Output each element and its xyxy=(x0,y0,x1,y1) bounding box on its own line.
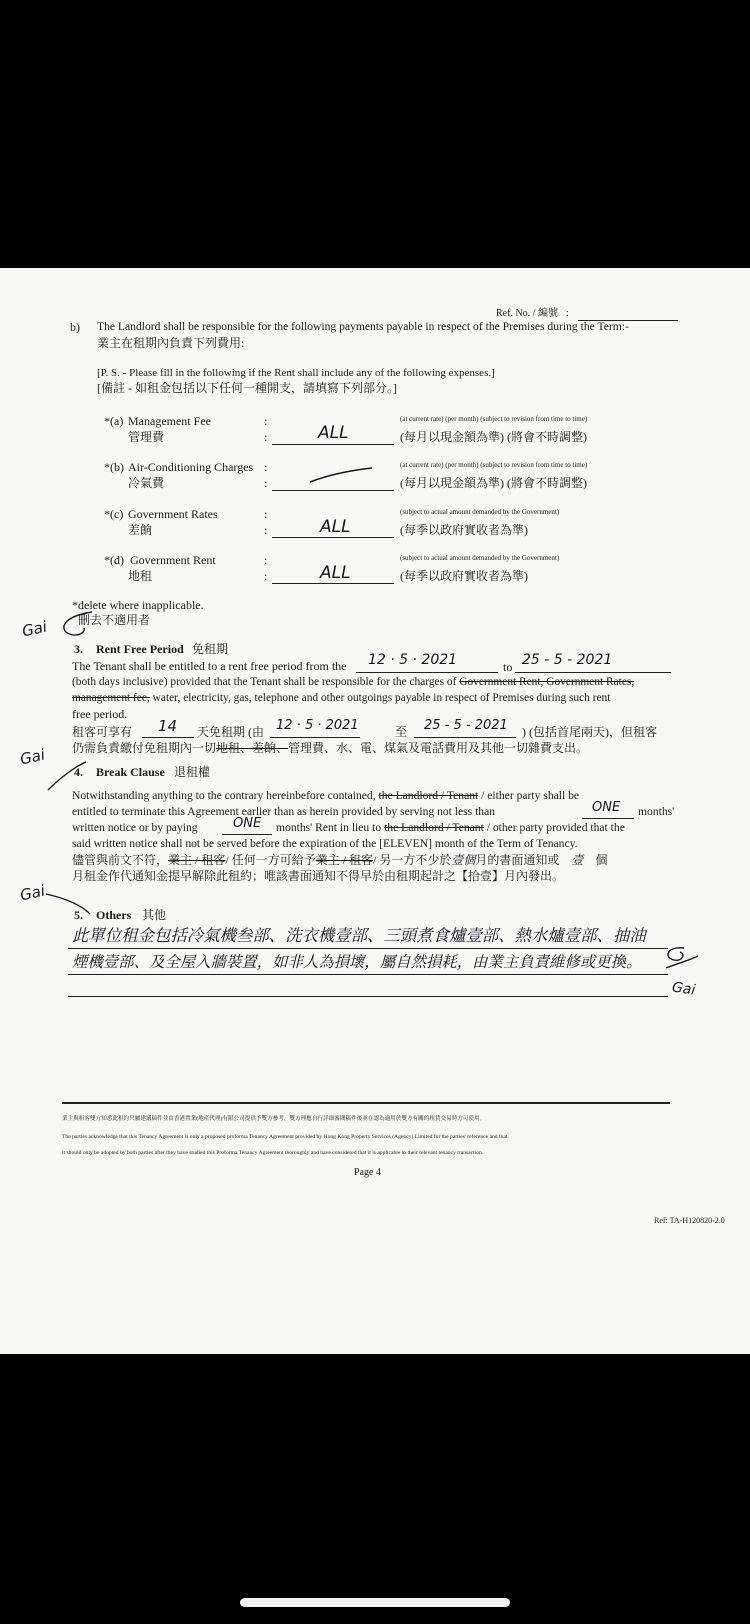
clause3-zh1a: 租客可享有 xyxy=(72,725,133,739)
initials-signature: Gai xyxy=(671,979,697,999)
clause4-zh2: 月租金作代通知金提早解除此租約；唯該書面通知不得早於由租期起計之【拾壹】月內發出。 xyxy=(72,869,565,883)
item-value-dash xyxy=(306,466,376,486)
clause4-line2: entitled to terminate this Agreement earlier than as herein provided by serving not less than xyxy=(72,805,496,818)
item-code: *(a) xyxy=(104,414,124,428)
ps-note-en: [P. S. - Please fill in the following if the Rent shall include any of the following expenses.] xyxy=(97,367,495,379)
item-note-en: (subject to actual amount demanded by the Government) xyxy=(400,508,560,516)
clause3-line3: management fee, water, electricity, gas, telephone and other outgoings payable in respect of Premises during such rent xyxy=(72,692,611,704)
item-label-zh: 管理費 xyxy=(128,430,165,444)
item-note-zh: (每季以政府實收者為準) xyxy=(400,523,528,537)
clause5-title-en: Others xyxy=(96,908,132,922)
clause4-zh1: 儘管與前文不符，業主 / 租客/ 任何一方可給予業主 / 租客/ 另一方不少於壹個月的書面通知或 壹 個 xyxy=(72,853,608,867)
item-note-en: (at current rate) (per month) (subject to revision from time to time) xyxy=(400,415,588,423)
clause5-title-zh: 其他 xyxy=(142,908,167,922)
rent-free-to-zh: 25 - 5 - 2021 xyxy=(424,718,508,733)
delete-note-en: *delete where inapplicable. xyxy=(72,598,204,612)
initials-stroke xyxy=(44,890,94,920)
item-code: *(c) xyxy=(104,507,124,521)
initials-signature: Gai xyxy=(20,617,49,641)
item-label-en: Management Fee xyxy=(128,414,211,428)
clause3-zh1c: 至 xyxy=(395,725,408,739)
item-label-zh: 差餉 xyxy=(128,523,153,537)
clause3-line2: (both days inclusive) provided that the Tenant shall be responsible for the charges of Government Rent, Government Rates, xyxy=(72,676,635,688)
clause3-line4: free period. xyxy=(72,707,128,721)
clause3-line1: The Tenant shall be entitled to a rent free period from the xyxy=(72,659,347,673)
item-code: *(d) xyxy=(104,553,124,567)
home-indicator[interactable] xyxy=(240,1598,510,1607)
fill-line xyxy=(272,490,394,491)
form-ref: Ref: TA-H120820-2.0 xyxy=(654,1216,725,1225)
item-label-zh: 地租 xyxy=(128,569,153,583)
rent-free-to: 25 - 5 - 2021 xyxy=(522,652,613,668)
clause4-number: 4. xyxy=(74,765,83,779)
fill-line xyxy=(68,948,668,949)
item-value: ALL xyxy=(318,423,349,443)
clause3-zh1b: 天免租期 (由 xyxy=(197,725,264,739)
initials-signature: Gai xyxy=(18,745,47,769)
item-note-en: (subject to actual amount demanded by the Government) xyxy=(400,554,560,562)
item-note-zh: (每月以現金額為準) (將會不時調整) xyxy=(400,476,587,490)
clause5-handwritten-line1: 此單位租金包括冷氣機叁部、洗衣機壹部、三頭煮食爐壹部、熱水爐壹部、抽油 xyxy=(72,926,646,945)
fill-line xyxy=(272,537,394,538)
clause3-zh2: 仍需負責繳付免租期內一切地租、差餉、管理費、水、電、煤氣及電話費用及其他一切雜費支出。 xyxy=(72,741,589,755)
clause4-line2b: months' xyxy=(638,805,675,818)
fill-line xyxy=(68,974,668,975)
ref-no-colon: : xyxy=(566,308,569,319)
clause4-line3b: months' Rent in lieu to the Landlord / Tenant / other party provided that the xyxy=(276,821,625,834)
rent-free-from: 12 · 5 · 2021 xyxy=(368,652,458,668)
item-value: ALL xyxy=(320,517,351,537)
item-note-zh: (每季以政府實收者為準) xyxy=(400,569,528,583)
notice-months: ONE xyxy=(592,800,621,815)
clause5-number: 5. xyxy=(74,908,83,922)
to-word: to xyxy=(503,660,513,674)
footer-note-en-1: The parties acknowledge that this Tenancy Agreement is only a proposed proforma Tenancy Agreement provided by Hong Kong Property Services (Agency) Limited for the parties' reference and that xyxy=(62,1134,508,1140)
fill-line xyxy=(270,737,360,738)
item-label-zh: 冷氣費 xyxy=(128,476,165,490)
item-value: ALL xyxy=(320,563,351,583)
footer-note-en-2: it should only be adopted by both parties after they have studied this Proforma Tenancy Agreement thoroughly and have considered that it is applicable to their relevant tenancy transaction. xyxy=(62,1150,484,1156)
clause3-title-zh: 免租期 xyxy=(192,642,229,656)
footer-note-zh: 業主與租客雙方知悉此租約只屬建議稿件並由香港置業(地產代理)有限公司提供予雙方參考，雙方理應自行詳細審閱稿件後並在認為適用於雙方有關的租賃交易時方可使用。 xyxy=(62,1116,486,1122)
item-label-en: Air-Conditioning Charges xyxy=(128,460,254,474)
item-note-zh: (每月以現金額為準) (將會不時調整) xyxy=(400,430,587,444)
clause4-line1: Notwithstanding anything to the contrary hereinbefore contained, the Landlord / Tenant / either party shall be xyxy=(72,789,580,802)
item-note-en: (at current rate) (per month) (subject to revision from time to time) xyxy=(400,461,588,469)
fill-line xyxy=(222,834,272,835)
clause4-line4: said written notice shall not be served before the expiration of the [ELEVEN] month of the Term of Tenancy. xyxy=(72,837,578,850)
rent-free-from-zh: 12 · 5 · 2021 xyxy=(276,718,359,733)
fill-line xyxy=(272,583,394,584)
section-b-marker: b) xyxy=(70,320,80,334)
clause3-title-en: Rent Free Period xyxy=(96,642,184,656)
page-number: Page 4 xyxy=(354,1167,381,1178)
ref-no-label: Ref. No. / 編號 xyxy=(496,308,558,319)
footer-rule xyxy=(62,1102,670,1104)
fill-line xyxy=(582,818,634,819)
signature-flourish xyxy=(656,944,700,978)
clause3-number: 3. xyxy=(74,642,83,656)
clause3-zh1d: ) (包括首尾兩天)，但租客 xyxy=(522,725,657,739)
clause4-title-zh: 退租權 xyxy=(174,765,211,779)
delete-note-zh: 刪去不適用者 xyxy=(78,613,151,627)
fill-line xyxy=(414,737,516,738)
clause4-line3a: written notice or by paying xyxy=(72,821,198,834)
clause5-handwritten-line2: 煙機壹部、及全屋入牆裝置，如非人為損壞，屬自然損耗，由業主負責維修或更換。 xyxy=(72,953,642,971)
item-code: *(b) xyxy=(104,460,124,474)
fill-line xyxy=(515,672,671,673)
section-b-intro-en: The Landlord shall be responsible for the following payments payable in respect of the Premises during the Term:- xyxy=(97,320,629,333)
rent-free-days: 14 xyxy=(158,717,178,735)
initials-signature: Gai xyxy=(18,881,47,905)
fill-line xyxy=(272,444,394,445)
rent-in-lieu-months: ONE xyxy=(233,816,262,831)
fill-line xyxy=(356,672,498,673)
document-page: Ref. No. / 編號 : b) The Landlord shall be responsible for the following payments payable in respect of the Premises during the Term:- 業主在租期內負責下列費用: [P. S. - Please fill in the following if the Rent shall include any of the following expenses.] [備註 - 如租金包括以下任何一種開支，請填寫下列部分。] *(a) Management Fee 管理費 : : ALL (at current rate) (per month) (subject to revision from time to time) (每月以現金額為準) (將會不時調整) *(b) Air-Conditioning Charges 冷氣費 : : (at current rate) (per month) (subject to revision from time to time) (每月以現金額為準) (將會不時調整) *(c) Government Rates 差餉 : : ALL (subject to actual amount demanded by the Government) (每季以政府實收者為準) *(d) Government Rent 地租 : : ALL (subject to actual amount demanded by the Government) (每季以政府實收者為準) *delete where inapplicable. 刪去不適用者 Gai 3. Rent Free Period 免租期 The Tenant shall be entitled to a rent free period from the 12 · 5 · 2021 to 25 - 5 - 2021 (both days inclusive) provided that the Tenant shall be responsible for the charges of Government Rent, Government Rates, management fee, water, electricity, gas, telephone and other outgoings payable in respect of Premises during such rent free period. 租客可享有 14 天免租期 (由 12 · 5 · 2021 至 25 - 5 - 2021 ) (包括首尾兩天)，但租客 仍需負責繳付免租期內一切地租、差餉、管理費、水、電、煤氣及電話費用及其他一切雜費支出。 Gai 4. Break Clause 退租權 Notwithstanding anything to the contrary hereinbefore contained, the Landlord / Tenant / either party shall be entitled to terminate this Agreement earlier than as herein provided by serving not less than ONE months' written notice or by paying ONE months' Rent in lieu to the Landlord / Tenant / other party provided that the said written notice shall not be served before the expiration of the [ELEVEN] month of the Term of Tenancy. 儘管與前文不符，業主 / 租客/ 任何一方可給予業主 / 租客/ 另一方不少於壹個月的書面通知或 壹 個 月租金作代通知金提早解除此租約；唯該書面通知不得早於由租期起計之【拾壹】月內發出。 Gai 5. Others 其他 此單位租金包括冷氣機叁部、洗衣機壹部、三頭煮食爐壹部、熱水爐壹部、抽油 煙機壹部、及全屋入牆裝置，如非人為損壞，屬自然損耗，由業主負責維修或更換。 Gai 業主與租客雙方知悉此租約只屬建議稿件並由香港置業(地產代理)有限公司提供予雙方參考，雙方理應自行詳細審閱稿件後並在認為適用於雙方有關的租賃交易時方可使用。 The parties acknowledge that this Tenancy Agreement is only a proposed proforma Tenancy Agreement provided by Hong Kong Property Services (Agency) Limited for the parties' reference and that it should only be adopted by both parties after they have studied this Proforma Tenancy Agreement thoroughly and have considered that it is applicable to their relevant tenancy transaction. Page 4 Ref: TA-H120820-2.0 xyxy=(0,268,750,1354)
section-b-intro-zh: 業主在租期內負責下列費用: xyxy=(97,336,245,350)
fill-line xyxy=(142,737,194,738)
ps-note-zh: [備註 - 如租金包括以下任何一種開支，請填寫下列部分。] xyxy=(97,381,397,395)
clause4-title-en: Break Clause xyxy=(96,765,165,779)
fill-line xyxy=(68,996,668,997)
item-label-en: Government Rent xyxy=(130,553,216,567)
item-label-en: Government Rates xyxy=(128,507,218,521)
